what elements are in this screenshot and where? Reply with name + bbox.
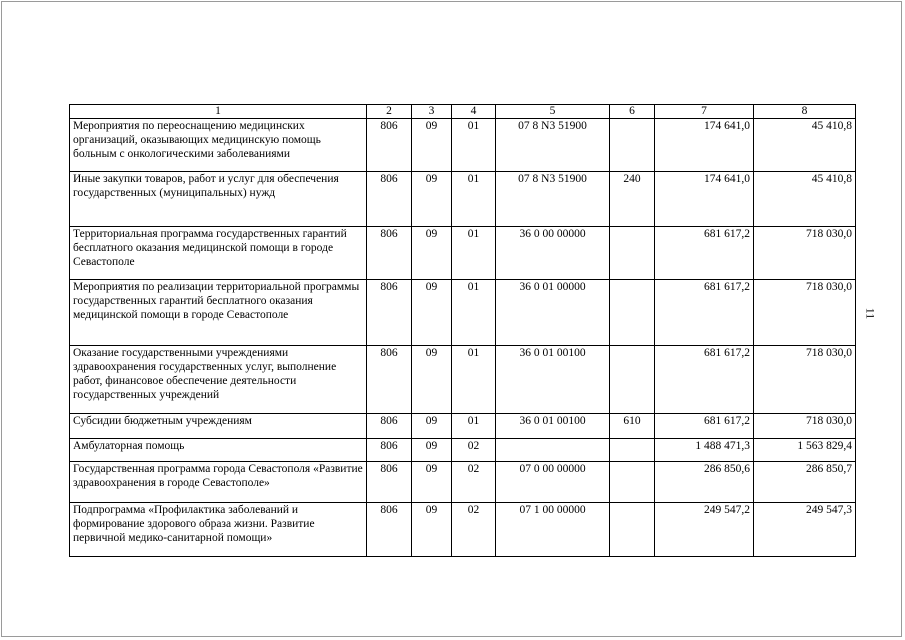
row-target-article: 36 0 01 00100: [496, 346, 610, 414]
row-name: Мероприятия по реализации территориальной программы государственных гарантий бесплатного оказания медицинской помощи в городе Севастополе: [70, 280, 367, 346]
row-expense-type: [610, 346, 655, 414]
row-name: Иные закупки товаров, работ и услуг для обеспечения государственных (муниципальных) нужд: [70, 172, 367, 227]
row-section-code: 09: [412, 346, 452, 414]
row-subsection-code: 02: [452, 503, 496, 557]
row-name: Мероприятия по переоснащению медицинских организаций, оказывающих медицинскую помощь больным с онкологическими заболеваниями: [70, 119, 367, 172]
row-amount-year2: 286 850,7: [754, 462, 856, 503]
row-amount-year1: 681 617,2: [655, 280, 754, 346]
row-amount-year2: 718 030,0: [754, 227, 856, 280]
row-section-code: 09: [412, 503, 452, 557]
row-target-article: 07 8 N3 51900: [496, 172, 610, 227]
row-subsection-code: 02: [452, 439, 496, 462]
header-cell-6: 6: [610, 105, 655, 119]
row-subsection-code: 01: [452, 280, 496, 346]
row-expense-type: 610: [610, 414, 655, 439]
table-row: [70, 227, 856, 280]
header-cell-4: 4: [452, 105, 496, 119]
row-amount-year2: 45 410,8: [754, 172, 856, 227]
row-ministry-code: 806: [367, 119, 412, 172]
row-ministry-code: 806: [367, 439, 412, 462]
row-amount-year2: 718 030,0: [754, 280, 856, 346]
table-row: [70, 172, 856, 227]
row-amount-year1: 681 617,2: [655, 414, 754, 439]
row-target-article: [496, 439, 610, 462]
row-subsection-code: 01: [452, 172, 496, 227]
row-target-article: 07 1 00 00000: [496, 503, 610, 557]
row-section-code: 09: [412, 439, 452, 462]
header-row: [70, 105, 856, 119]
row-name: Субсидии бюджетным учреждениям: [70, 414, 367, 439]
row-expense-type: [610, 503, 655, 557]
row-ministry-code: 806: [367, 227, 412, 280]
row-subsection-code: 01: [452, 414, 496, 439]
row-target-article: 36 0 00 00000: [496, 227, 610, 280]
row-subsection-code: 01: [452, 227, 496, 280]
table-row: [70, 439, 856, 462]
row-amount-year1: 681 617,2: [655, 346, 754, 414]
row-amount-year2: 718 030,0: [754, 346, 856, 414]
table-row: [70, 280, 856, 346]
row-section-code: 09: [412, 227, 452, 280]
row-section-code: 09: [412, 462, 452, 503]
row-expense-type: [610, 227, 655, 280]
row-section-code: 09: [412, 119, 452, 172]
header-cell-5: 5: [496, 105, 610, 119]
row-ministry-code: 806: [367, 346, 412, 414]
table-row: [70, 462, 856, 503]
row-amount-year1: 1 488 471,3: [655, 439, 754, 462]
row-amount-year2: 1 563 829,4: [754, 439, 856, 462]
page-number: 11: [863, 307, 878, 320]
row-name: Государственная программа города Севастополя «Развитие здравоохранения в городе Севастополе»: [70, 462, 367, 503]
table-row: [70, 119, 856, 172]
row-target-article: 36 0 01 00100: [496, 414, 610, 439]
table-row: [70, 503, 856, 557]
row-amount-year1: 174 641,0: [655, 172, 754, 227]
header-cell-2: 2: [367, 105, 412, 119]
row-expense-type: [610, 119, 655, 172]
budget-table: [69, 104, 856, 557]
row-amount-year2: 45 410,8: [754, 119, 856, 172]
row-ministry-code: 806: [367, 172, 412, 227]
row-name: Территориальная программа государственных гарантий бесплатного оказания медицинской помощи в городе Севастополе: [70, 227, 367, 280]
row-section-code: 09: [412, 172, 452, 227]
row-amount-year1: 681 617,2: [655, 227, 754, 280]
table-row: [70, 346, 856, 414]
table-row: [70, 414, 856, 439]
row-target-article: 36 0 01 00000: [496, 280, 610, 346]
header-cell-3: 3: [412, 105, 452, 119]
row-name: Оказание государственными учреждениями здравоохранения государственных услуг, выполнение работ, финансовое обеспечение деятельности государственных учреждений: [70, 346, 367, 414]
row-target-article: 07 0 00 00000: [496, 462, 610, 503]
row-name: Подпрограмма «Профилактика заболеваний и формирование здорового образа жизни. Развитие первичной медико-санитарной помощи»: [70, 503, 367, 557]
row-ministry-code: 806: [367, 462, 412, 503]
row-subsection-code: 01: [452, 119, 496, 172]
row-subsection-code: 02: [452, 462, 496, 503]
row-section-code: 09: [412, 280, 452, 346]
row-section-code: 09: [412, 414, 452, 439]
header-cell-7: 7: [655, 105, 754, 119]
row-ministry-code: 806: [367, 503, 412, 557]
row-amount-year1: 286 850,6: [655, 462, 754, 503]
row-expense-type: [610, 439, 655, 462]
row-expense-type: [610, 462, 655, 503]
row-amount-year2: 249 547,3: [754, 503, 856, 557]
header-cell-1: 1: [70, 105, 367, 119]
row-subsection-code: 01: [452, 346, 496, 414]
row-ministry-code: 806: [367, 414, 412, 439]
header-cell-8: 8: [754, 105, 856, 119]
row-name: Амбулаторная помощь: [70, 439, 367, 462]
row-ministry-code: 806: [367, 280, 412, 346]
row-expense-type: 240: [610, 172, 655, 227]
row-amount-year1: 249 547,2: [655, 503, 754, 557]
row-amount-year1: 174 641,0: [655, 119, 754, 172]
row-target-article: 07 8 N3 51900: [496, 119, 610, 172]
row-amount-year2: 718 030,0: [754, 414, 856, 439]
row-expense-type: [610, 280, 655, 346]
